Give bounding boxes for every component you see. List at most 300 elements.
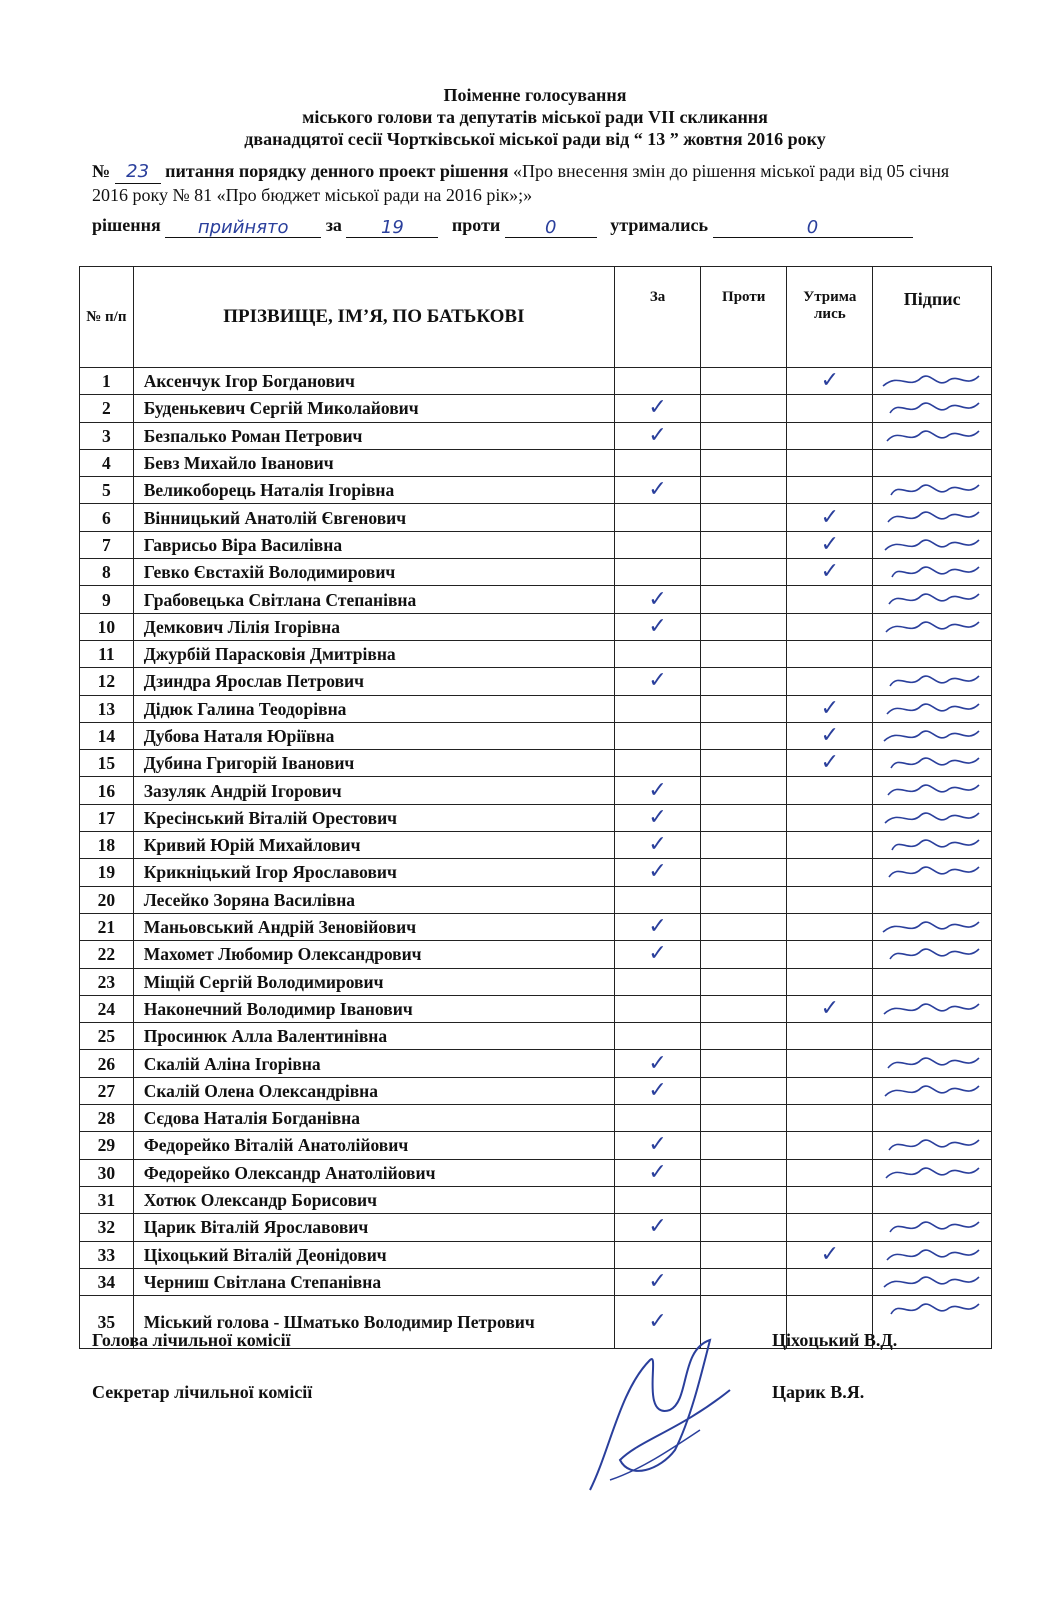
header-name: ПРІЗВИЩЕ, ІМ’Я, ПО БАТЬКОВІ	[133, 267, 614, 368]
vote-abstain-cell	[787, 968, 873, 995]
vote-abstain-cell	[787, 1023, 873, 1050]
vote-abstain-cell	[787, 1214, 873, 1241]
table-row	[80, 1159, 992, 1186]
vote-abstain-cell	[787, 995, 873, 1022]
vote-against-cell	[701, 832, 787, 859]
signature-scribble	[879, 1080, 983, 1102]
row-number: 26	[80, 1050, 134, 1077]
check-mark-icon: ✓	[648, 1159, 667, 1185]
deputy-name: Махомет Любомир Олександрович	[133, 941, 614, 968]
row-number: 24	[80, 995, 134, 1022]
vote-for-cell	[615, 913, 701, 940]
signature-cell	[873, 395, 992, 422]
signature-scribble	[879, 1052, 983, 1074]
signature-scribble	[879, 698, 983, 720]
vote-abstain-cell	[787, 859, 873, 886]
table-row	[80, 640, 992, 667]
row-number: 10	[80, 613, 134, 640]
signature-scribble	[879, 807, 983, 829]
table-row	[80, 559, 992, 586]
vote-table	[79, 266, 992, 1349]
signature-cell	[873, 613, 992, 640]
header-abstain: Утрима лись	[787, 267, 873, 368]
vote-against-cell	[701, 941, 787, 968]
table-row	[80, 1105, 992, 1132]
vote-against-cell	[701, 613, 787, 640]
vote-for-cell	[615, 995, 701, 1022]
check-mark-icon: ✓	[648, 832, 667, 858]
check-mark-icon: ✓	[820, 531, 840, 557]
check-mark-icon: ✓	[820, 695, 840, 721]
deputy-name: Просинюк Алла Валентинівна	[133, 1023, 614, 1050]
check-mark-icon: ✓	[648, 1077, 667, 1103]
vote-for-cell	[615, 504, 701, 531]
vote-abstain-cell	[787, 477, 873, 504]
table-row	[80, 668, 992, 695]
signature-scribble	[879, 1134, 983, 1156]
signature-cell	[873, 1077, 992, 1104]
row-number: 30	[80, 1159, 134, 1186]
vote-for-cell	[615, 886, 701, 913]
vote-against-cell	[701, 559, 787, 586]
signature-scribble	[879, 752, 983, 774]
vote-against-cell	[701, 668, 787, 695]
deputy-name: Аксенчук Ігор Богданович	[133, 368, 614, 395]
row-number: 13	[80, 695, 134, 722]
deputy-name: Кресінський Віталій Орестович	[133, 804, 614, 831]
deputy-name: Вінницький Анатолій Євгенович	[133, 504, 614, 531]
against-label: проти	[451, 215, 501, 235]
signature-cell	[873, 1186, 992, 1213]
vote-abstain-cell	[787, 1132, 873, 1159]
deputy-name: Гаврисьо Віра Василівна	[133, 531, 614, 558]
vote-for-cell	[615, 968, 701, 995]
row-number: 4	[80, 449, 134, 476]
vote-for-cell	[615, 941, 701, 968]
vote-for-cell	[615, 1105, 701, 1132]
deputy-name: Федорейко Віталій Анатолійович	[133, 1132, 614, 1159]
signature-cell	[873, 668, 992, 695]
vote-abstain-cell	[787, 368, 873, 395]
check-mark-icon: ✓	[648, 1132, 667, 1158]
question-line	[92, 160, 988, 206]
deputy-name: Черниш Світлана Степанівна	[133, 1268, 614, 1295]
document-header	[80, 84, 990, 150]
commission-signature	[580, 1330, 770, 1500]
vote-abstain-cell	[787, 886, 873, 913]
row-number: 27	[80, 1077, 134, 1104]
signature-cell	[873, 1159, 992, 1186]
vote-abstain-cell	[787, 422, 873, 449]
signature-scribble	[879, 834, 983, 856]
vote-against-cell	[701, 777, 787, 804]
vote-against-cell	[701, 695, 787, 722]
check-mark-icon: ✓	[820, 995, 840, 1021]
document-title: Поіменне голосування	[443, 85, 627, 105]
vote-against-cell	[701, 750, 787, 777]
signature-cell	[873, 859, 992, 886]
signature-cell	[873, 504, 992, 531]
session-date-line: дванадцятої сесії Чортківської міської ради від “ 13 ” жовтня 2016 року	[244, 129, 826, 149]
check-mark-icon: ✓	[648, 1214, 667, 1240]
vote-against-cell	[701, 1077, 787, 1104]
vote-for-cell	[615, 668, 701, 695]
signature-cell	[873, 368, 992, 395]
vote-abstain-cell	[787, 1050, 873, 1077]
vote-for-cell	[615, 1159, 701, 1186]
signature-cell	[873, 422, 992, 449]
deputy-name: Безпалько Роман Петрович	[133, 422, 614, 449]
signature-scribble	[879, 1162, 983, 1184]
signature-cell	[873, 995, 992, 1022]
vote-abstain-cell	[787, 613, 873, 640]
signature-scribble	[879, 1271, 983, 1293]
vote-for-cell	[615, 832, 701, 859]
vote-against-cell	[701, 804, 787, 831]
table-row	[80, 422, 992, 449]
vote-against-cell	[701, 886, 787, 913]
vote-against-cell	[701, 995, 787, 1022]
table-row	[80, 859, 992, 886]
signature-scribble	[879, 779, 983, 801]
row-number: 6	[80, 504, 134, 531]
table-row	[80, 395, 992, 422]
signature-scribble	[879, 425, 983, 447]
signature-cell	[873, 832, 992, 859]
vote-against-cell	[701, 531, 787, 558]
check-mark-icon: ✓	[648, 477, 667, 503]
table-row	[80, 968, 992, 995]
signature-cell	[873, 913, 992, 940]
signature-scribble	[879, 506, 983, 528]
check-mark-icon: ✓	[648, 859, 667, 885]
deputy-name: Дубова Наталя Юріївна	[133, 722, 614, 749]
signature-cell	[873, 1214, 992, 1241]
deputy-name: Дідюк Галина Теодорівна	[133, 695, 614, 722]
vote-abstain-cell	[787, 668, 873, 695]
abstain-count: 0	[713, 215, 913, 238]
vote-for-cell	[615, 777, 701, 804]
row-number: 23	[80, 968, 134, 995]
vote-abstain-cell	[787, 395, 873, 422]
signature-scribble	[879, 943, 983, 965]
vote-for-cell	[615, 804, 701, 831]
table-row	[80, 1023, 992, 1050]
vote-for-cell	[615, 1132, 701, 1159]
deputy-name: Ціхоцький Віталій Деонідович	[133, 1241, 614, 1268]
vote-abstain-cell	[787, 804, 873, 831]
question-text: «Про внесення змін до рішення міської ради від 05 січня 2016 року № 81 «Про бюджет міської ради на 2016 рік»;»	[92, 161, 950, 205]
check-mark-icon: ✓	[820, 368, 840, 394]
chair-name: Ціхоцький В.Д.	[772, 1330, 898, 1350]
vote-for-cell	[615, 1077, 701, 1104]
row-number: 21	[80, 913, 134, 940]
row-number: 16	[80, 777, 134, 804]
deputy-name: Міський голова - Шматько Володимир Петрович	[133, 1296, 614, 1349]
signature-cell	[873, 1132, 992, 1159]
vote-against-cell	[701, 1132, 787, 1159]
vote-abstain-cell	[787, 504, 873, 531]
question-number-prefix: №	[92, 161, 111, 181]
row-number: 1	[80, 368, 134, 395]
vote-abstain-cell	[787, 913, 873, 940]
vote-for-cell	[615, 1268, 701, 1295]
vote-abstain-cell	[787, 695, 873, 722]
signature-scribble	[879, 725, 983, 747]
signature-scribble	[879, 561, 983, 583]
row-number: 14	[80, 722, 134, 749]
deputy-name: Бевз Михайло Іванович	[133, 449, 614, 476]
row-number: 32	[80, 1214, 134, 1241]
signature-cell	[873, 1241, 992, 1268]
signature-cell	[873, 941, 992, 968]
check-mark-icon: ✓	[648, 1309, 667, 1335]
vote-against-cell	[701, 968, 787, 995]
vote-for-cell	[615, 1241, 701, 1268]
row-number: 8	[80, 559, 134, 586]
vote-rows	[80, 368, 992, 1349]
signature-scribble	[879, 397, 983, 419]
deputy-name: Буденькевич Сергій Миколайович	[133, 395, 614, 422]
vote-for-cell	[615, 477, 701, 504]
deputy-name: Крикніцький Ігор Ярославович	[133, 859, 614, 886]
vote-against-cell	[701, 368, 787, 395]
check-mark-icon: ✓	[648, 1268, 667, 1294]
signature-scribble	[879, 479, 983, 501]
vote-abstain-cell	[787, 559, 873, 586]
deputy-name: Міщій Сергій Володимирович	[133, 968, 614, 995]
deputy-name: Демкович Лілія Ігорівна	[133, 613, 614, 640]
vote-abstain-cell	[787, 832, 873, 859]
question-bold-text: питання порядку денного проект рішення	[165, 161, 509, 181]
row-number: 34	[80, 1268, 134, 1295]
deputy-name: Скалій Аліна Ігорівна	[133, 1050, 614, 1077]
signature-cell	[873, 559, 992, 586]
row-number: 25	[80, 1023, 134, 1050]
vote-for-cell	[615, 559, 701, 586]
table-row	[80, 531, 992, 558]
vote-against-cell	[701, 1023, 787, 1050]
deputy-name: Дубина Григорій Іванович	[133, 750, 614, 777]
signature-cell	[873, 886, 992, 913]
deputy-name: Гевко Євстахій Володимирович	[133, 559, 614, 586]
vote-abstain-cell	[787, 1268, 873, 1295]
vote-against-cell	[701, 1050, 787, 1077]
table-row	[80, 477, 992, 504]
vote-abstain-cell	[787, 1105, 873, 1132]
decision-value: прийнято	[165, 215, 321, 238]
vote-abstain-cell	[787, 1241, 873, 1268]
check-mark-icon: ✓	[648, 613, 667, 639]
table-row	[80, 1132, 992, 1159]
row-number: 19	[80, 859, 134, 886]
vote-abstain-cell	[787, 750, 873, 777]
signature-cell	[873, 1105, 992, 1132]
vote-for-cell	[615, 1214, 701, 1241]
vote-for-cell	[615, 859, 701, 886]
signature-cell	[873, 640, 992, 667]
vote-against-cell	[701, 640, 787, 667]
vote-for-cell	[615, 1023, 701, 1050]
secretary-label: Секретар лічильної комісії	[92, 1382, 313, 1402]
vote-for-cell	[615, 613, 701, 640]
vote-against-cell	[701, 859, 787, 886]
deputy-name: Скалій Олена Олександрівна	[133, 1077, 614, 1104]
row-number: 31	[80, 1186, 134, 1213]
deputy-name: Дзиндра Ярослав Петрович	[133, 668, 614, 695]
vote-against-cell	[701, 422, 787, 449]
check-mark-icon: ✓	[820, 504, 840, 530]
check-mark-icon: ✓	[820, 723, 840, 748]
header-for: За	[615, 267, 701, 368]
table-header-row	[80, 267, 992, 368]
vote-against-cell	[701, 449, 787, 476]
against-count: 0	[505, 215, 597, 238]
vote-for-cell	[615, 750, 701, 777]
table-row	[80, 1050, 992, 1077]
row-number: 9	[80, 586, 134, 613]
check-mark-icon: ✓	[820, 1241, 840, 1267]
vote-against-cell	[701, 1159, 787, 1186]
vote-against-cell	[701, 1268, 787, 1295]
signature-scribble	[879, 616, 983, 638]
deputy-name: Лесейко Зоряна Василівна	[133, 886, 614, 913]
vote-for-cell	[615, 695, 701, 722]
table-row	[80, 941, 992, 968]
signature-cell	[873, 777, 992, 804]
check-mark-icon: ✓	[648, 914, 667, 940]
vote-for-cell	[615, 1186, 701, 1213]
row-number: 33	[80, 1241, 134, 1268]
row-number: 12	[80, 668, 134, 695]
table-row	[80, 832, 992, 859]
signature-scribble	[879, 588, 983, 610]
deputy-name: Наконечний Володимир Іванович	[133, 995, 614, 1022]
vote-against-cell	[701, 586, 787, 613]
deputy-name: Джурбій Парасковія Дмитрівна	[133, 640, 614, 667]
vote-for-cell	[615, 1050, 701, 1077]
table-row	[80, 613, 992, 640]
table-row	[80, 722, 992, 749]
vote-for-cell	[615, 722, 701, 749]
row-number: 5	[80, 477, 134, 504]
signature-cell	[873, 449, 992, 476]
signature-cell	[873, 1050, 992, 1077]
table-row	[80, 586, 992, 613]
check-mark-icon: ✓	[648, 586, 667, 612]
deputy-name: Царик Віталій Ярославович	[133, 1214, 614, 1241]
header-against: Проти	[701, 267, 787, 368]
table-row	[80, 804, 992, 831]
question-number: 23	[115, 161, 161, 184]
row-number: 22	[80, 941, 134, 968]
check-mark-icon: ✓	[648, 941, 667, 967]
row-number: 28	[80, 1105, 134, 1132]
signature-cell	[873, 804, 992, 831]
table-row	[80, 913, 992, 940]
vote-for-cell	[615, 368, 701, 395]
table-row	[80, 1241, 992, 1268]
signature-scribble	[879, 670, 983, 692]
signature-scribble	[879, 1298, 983, 1320]
vote-abstain-cell	[787, 722, 873, 749]
header-signature: Підпис	[873, 267, 992, 368]
row-number: 18	[80, 832, 134, 859]
vote-abstain-cell	[787, 531, 873, 558]
decision-line	[92, 212, 988, 238]
deputy-name: Сєдова Наталія Богданівна	[133, 1105, 614, 1132]
signature-cell	[873, 477, 992, 504]
table-row	[80, 368, 992, 395]
chair-label: Голова лічильної комісії	[92, 1330, 291, 1350]
row-number: 3	[80, 422, 134, 449]
vote-against-cell	[701, 722, 787, 749]
check-mark-icon: ✓	[820, 750, 840, 776]
decision-label: рішення	[92, 215, 161, 235]
check-mark-icon: ✓	[648, 804, 667, 830]
signature-cell	[873, 1268, 992, 1295]
vote-for-cell	[615, 640, 701, 667]
abstain-label: утримались	[610, 215, 708, 235]
table-row	[80, 1214, 992, 1241]
signature-cell	[873, 531, 992, 558]
table-row	[80, 886, 992, 913]
vote-for-cell	[615, 531, 701, 558]
signature-scribble	[879, 370, 983, 392]
vote-abstain-cell	[787, 777, 873, 804]
check-mark-icon: ✓	[648, 1050, 667, 1076]
for-label: за	[325, 215, 342, 235]
signature-cell	[873, 722, 992, 749]
table-row	[80, 1186, 992, 1213]
signature-scribble	[879, 1244, 983, 1266]
for-count: 19	[346, 215, 438, 238]
vote-against-cell	[701, 1186, 787, 1213]
row-number: 35	[80, 1296, 134, 1349]
table-row	[80, 1077, 992, 1104]
signature-scribble	[879, 998, 983, 1020]
vote-against-cell	[701, 477, 787, 504]
check-mark-icon: ✓	[820, 559, 840, 585]
table-row	[80, 995, 992, 1022]
row-number: 17	[80, 804, 134, 831]
deputy-name: Маньовський Андрій Зеновійович	[133, 913, 614, 940]
signature-cell	[873, 968, 992, 995]
vote-against-cell	[701, 504, 787, 531]
vote-for-cell	[615, 586, 701, 613]
signature-scribble	[879, 916, 983, 938]
vote-against-cell	[701, 1241, 787, 1268]
vote-against-cell	[701, 1105, 787, 1132]
table-row	[80, 449, 992, 476]
check-mark-icon: ✓	[648, 422, 667, 448]
signature-cell	[873, 695, 992, 722]
header-num: № п/п	[80, 267, 134, 368]
signature-cell	[873, 1023, 992, 1050]
vote-abstain-cell	[787, 449, 873, 476]
document-subtitle: міського голови та депутатів міської ради VII скликання	[302, 107, 768, 127]
deputy-name: Великоборець Наталія Ігорівна	[133, 477, 614, 504]
deputy-name: Хотюк Олександр Борисович	[133, 1186, 614, 1213]
signature-scribble	[879, 1216, 983, 1238]
table-row	[80, 504, 992, 531]
row-number: 7	[80, 531, 134, 558]
vote-abstain-cell	[787, 1077, 873, 1104]
vote-abstain-cell	[787, 1159, 873, 1186]
row-number: 29	[80, 1132, 134, 1159]
vote-for-cell	[615, 422, 701, 449]
table-row	[80, 750, 992, 777]
